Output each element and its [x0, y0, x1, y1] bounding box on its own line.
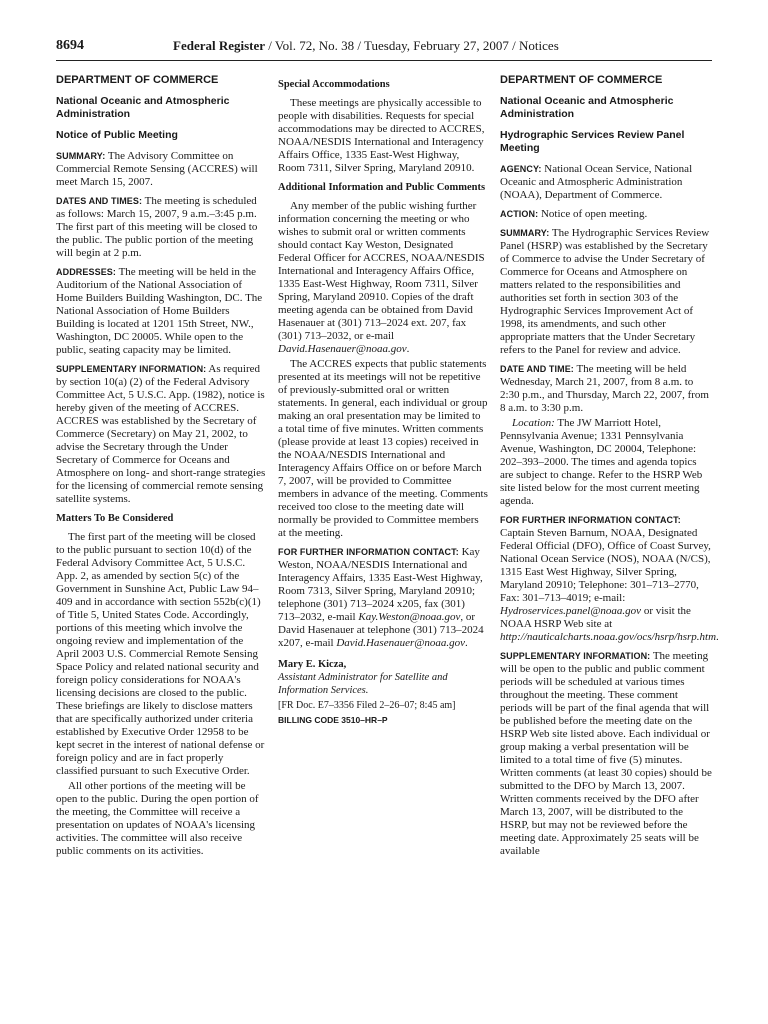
action-paragraph: ACTION: Notice of open meeting.: [500, 208, 648, 220]
supplementary-label: SUPPLEMENTARY INFORMATION:: [500, 651, 651, 661]
date-time-label: DATE AND TIME:: [500, 364, 574, 374]
matters-paragraph-1: The first part of the meeting will be closed to the public pursuant to section 10(d) of the Federal Advisory Committee Act, 5 U.S.C. App. 2, as amended by section 5(c) of the Government in Sunshine Act, Public Law 94–409 and in accordance with section 552b(c)(1) of Title 5, United States Code. Accordingly, portions of this meeting which involve the ongoing review and implementation of the April 2003 U.S. Commercial Remote Sensing Space Policy and related national security and foreign policy considerations for NOAA's licensing decisions are closed to the public. These briefings are likely to disclose matters that are specifically authorized under criteria established by Executive Order 12958 to be kept secret in the interest of national defense or foreign policy and are in fact properly classified pursuant to such Executive Order.: [56, 531, 265, 777]
column-2: [278, 74, 488, 1009]
matters-paragraph-2: All other portions of the meeting will be open to the public. During the open portion of the meeting, the Committee will receive a presentation on updates of NOAA's licensing activities. The committee will also receive public comments on its activities.: [56, 780, 259, 857]
email-link[interactable]: Hydroservices.panel@noaa.gov: [500, 605, 642, 617]
addresses-paragraph: ADDRESSES: The meeting will be held in the Auditorium of the National Association of Home Builders Building Washington, DC. The National Association of Home Builders Building is located at 1201 15th Street, NW., Washington, DC 20005. While open to the public, seating capacity may be limited.: [56, 266, 263, 356]
contact-label: FOR FURTHER INFORMATION CONTACT:: [500, 515, 681, 525]
special-accommodations-paragraph: These meetings are physically accessible to people with disabilities. Requests for special accommodations may be directed to ACCRES, NOAA/NESDIS International and Interagency Affairs Office, 1335 East-West Highway, Room 7311, Silver Spring, Maryland 20910.: [278, 97, 485, 174]
contact-paragraph: FOR FURTHER INFORMATION CONTACT: Captain Steven Barnum, NOAA, Designated Federal Official (DFO), Office of Coast Survey, National Ocean Service (NOS), NOAA (N/CS), 1315 East West Highway, Silver Spring, Maryland 20910; Telephone: 301–713–2770, Fax: 301–713–4019; e-mail: Hydroservices.panel@noaa.gov or visit the NOAA HSRP Web site at http://nauticalcharts.noaa.gov/ocs/hsrp/hsrp.htm.: [500, 515, 719, 643]
addresses-label: ADDRESSES:: [56, 267, 117, 277]
notice-title: Notice of Public Meeting: [56, 129, 178, 141]
running-head: [173, 38, 559, 54]
supplementary-paragraph: SUPPLEMENTARY INFORMATION: The meeting will be open to the public and public comment periods will be scheduled at various times throughout the meeting. These comment periods will be part of the final agenda that will be published before the meeting date on the HSRP Web site listed above. Each individual or group making a verbal presentation will be limited to a total time of five (5) minutes. Written comments (at least 30 copies) should be submitted to the DFO by March 13, 2007. Written comments received by the DFO after March 13, 2007, will be distributed to the HSRP, but may not be reviewed before the meeting date. Approximately 25 seats will be available: [500, 650, 712, 857]
agency-heading: National Oceanic and Atmospheric Administration: [500, 95, 674, 120]
email-link[interactable]: Kay.Weston@noaa.gov: [358, 611, 461, 623]
billing-code: BILLING CODE 3510–HR–P: [278, 715, 388, 725]
page-number: 8694: [56, 38, 84, 53]
notice-title: Hydrographic Services Review Panel Meeting: [500, 129, 685, 154]
page-header: [56, 38, 712, 62]
date-time-paragraph: DATE AND TIME: The meeting will be held Wednesday, March 21, 2007, from 8 a.m. to 2:30 p.m., and Thursday, March 22, 2007, from 8 a.m. to 3:30 p.m.: [500, 363, 709, 414]
fr-doc-line: [FR Doc. E7–3356 Filed 2–26–07; 8:45 am]: [278, 700, 456, 711]
signer-title: Assistant Administrator for Satellite and Information Services.: [278, 672, 448, 696]
column-1: [56, 74, 266, 1009]
agency-label: AGENCY:: [500, 164, 542, 174]
contact-label: FOR FURTHER INFORMATION CONTACT:: [278, 547, 459, 557]
agency-heading: National Oceanic and Atmospheric Administration: [56, 95, 230, 120]
publication-name: Federal Register: [173, 38, 266, 53]
summary-paragraph: SUMMARY: The Hydrographic Services Review Panel (HSRP) was established by the Secretary of Commerce to advise the Under Secretary of Commerce for Oceans and Atmosphere on matters related to the responsibilities and authorities set forth in section 303 of the Hydrographic Services Improvement Act of 1998, its amendments, and such other appropriate matters that the Under Secretary refers to the Panel for review and advice.: [500, 227, 710, 356]
summary-label: SUMMARY:: [56, 151, 106, 161]
summary-label: SUMMARY:: [500, 228, 550, 238]
location-paragraph: Location: The JW Marriott Hotel, Pennsylvania Avenue; 1331 Pennsylvania Avenue, Washington, DC 20004, Telephone: 202–393–2000. The times and agenda topics are subject to change. Refer to the HSRP Web site listed below for the most current meeting agenda.: [500, 417, 703, 507]
department-heading: DEPARTMENT OF COMMERCE: [56, 74, 219, 86]
additional-info-paragraph-1: Any member of the public wishing further information concerning the meeting or who wishes to submit oral or written comments should contact Kay Weston, Designated Federal Officer for ACCRES, NOAA/NESDIS International and Interagency Affairs Office, 1335 East-West Highway, Room 7311, Silver Spring, Maryland 20910. Copies of the draft meeting agenda can be obtained from David Hasenauer at (301) 713–2024 ext. 207, fax (301) 713–2032, or e-mail David.Hasenauer@noaa.gov.: [278, 200, 485, 355]
supplementary-label: SUPPLEMENTARY INFORMATION:: [56, 364, 207, 374]
supplementary-paragraph: SUPPLEMENTARY INFORMATION: As required by section 10(a) (2) of the Federal Advisory Committee Act, 5 U.S.C. App. (1982), notice is hereby given of the meeting of ACCRES. ACCRES was established by the Secretary of Commerce (Secretary) on May 21, 2002, to advise the Secretary through the Under Secretary of Commerce for Oceans and Atmosphere on long- and short-range strategies for the licensing of commercial remote sensing satellite systems.: [56, 363, 266, 505]
matters-heading: Matters To Be Considered: [56, 513, 174, 524]
header-rule: [56, 60, 712, 61]
agency-paragraph: AGENCY: National Ocean Service, National Oceanic and Atmospheric Administration (NOAA), Department of Commerce.: [500, 163, 693, 201]
dates-label: DATES AND TIMES:: [56, 196, 143, 206]
email-link[interactable]: David.Hasenauer@noaa.gov: [278, 343, 407, 355]
dates-paragraph: DATES AND TIMES: The meeting is scheduled as follows: March 15, 2007, 9 a.m.–3:45 p.m. The first part of this meeting will be closed to the public. The public portion of the meeting will begin at 2 p.m.: [56, 195, 258, 259]
website-link[interactable]: http://nauticalcharts.noaa.gov/ocs/hsrp/hsrp.htm: [500, 631, 717, 643]
action-label: ACTION:: [500, 209, 539, 219]
signer-name: Mary E. Kicza,: [278, 659, 347, 670]
special-accommodations-heading: Special Accommodations: [278, 79, 390, 90]
additional-info-paragraph-2: The ACCRES expects that public statements presented at its meetings will not be repetitive of previously-submitted oral or written statements. In general, each individual or group making an oral presentation may be limited to a total time of five minutes. Written comments (please provide at least 13 copies) received in the NOAA/NESDIS International and Interagency Affairs Office on or before March 7, 2007, will be provided to Committee members in advance of the meeting. Comments received too close to the meeting date will normally be provided to Committee members at the meeting.: [278, 358, 488, 539]
email-link[interactable]: David.Hasenauer@noaa.gov: [336, 637, 466, 649]
summary-paragraph: SUMMARY: The Advisory Committee on Commercial Remote Sensing (ACCRES) will meet March 15, 2007.: [56, 150, 258, 188]
additional-info-heading: Additional Information and Public Comments: [278, 182, 486, 193]
column-3: [500, 74, 719, 1009]
issue-info: / Vol. 72, No. 38 / Tuesday, February 27, 2007 / Notices: [265, 38, 559, 53]
contact-paragraph: FOR FURTHER INFORMATION CONTACT: Kay Weston, NOAA/NESDIS International and Interagency Affairs, 1335 East-West Highway, Room 7313, Silver Spring, Maryland 20910; telephone (301) 713–2024 x205, fax (301) 713–2032, e-mail Kay.Weston@noaa.gov, or David Hasenauer at telephone (301) 713–2024 x207, e-mail David.Hasenauer@noaa.gov.: [278, 546, 484, 649]
department-heading: DEPARTMENT OF COMMERCE: [500, 74, 663, 86]
location-label: Location:: [512, 417, 555, 429]
